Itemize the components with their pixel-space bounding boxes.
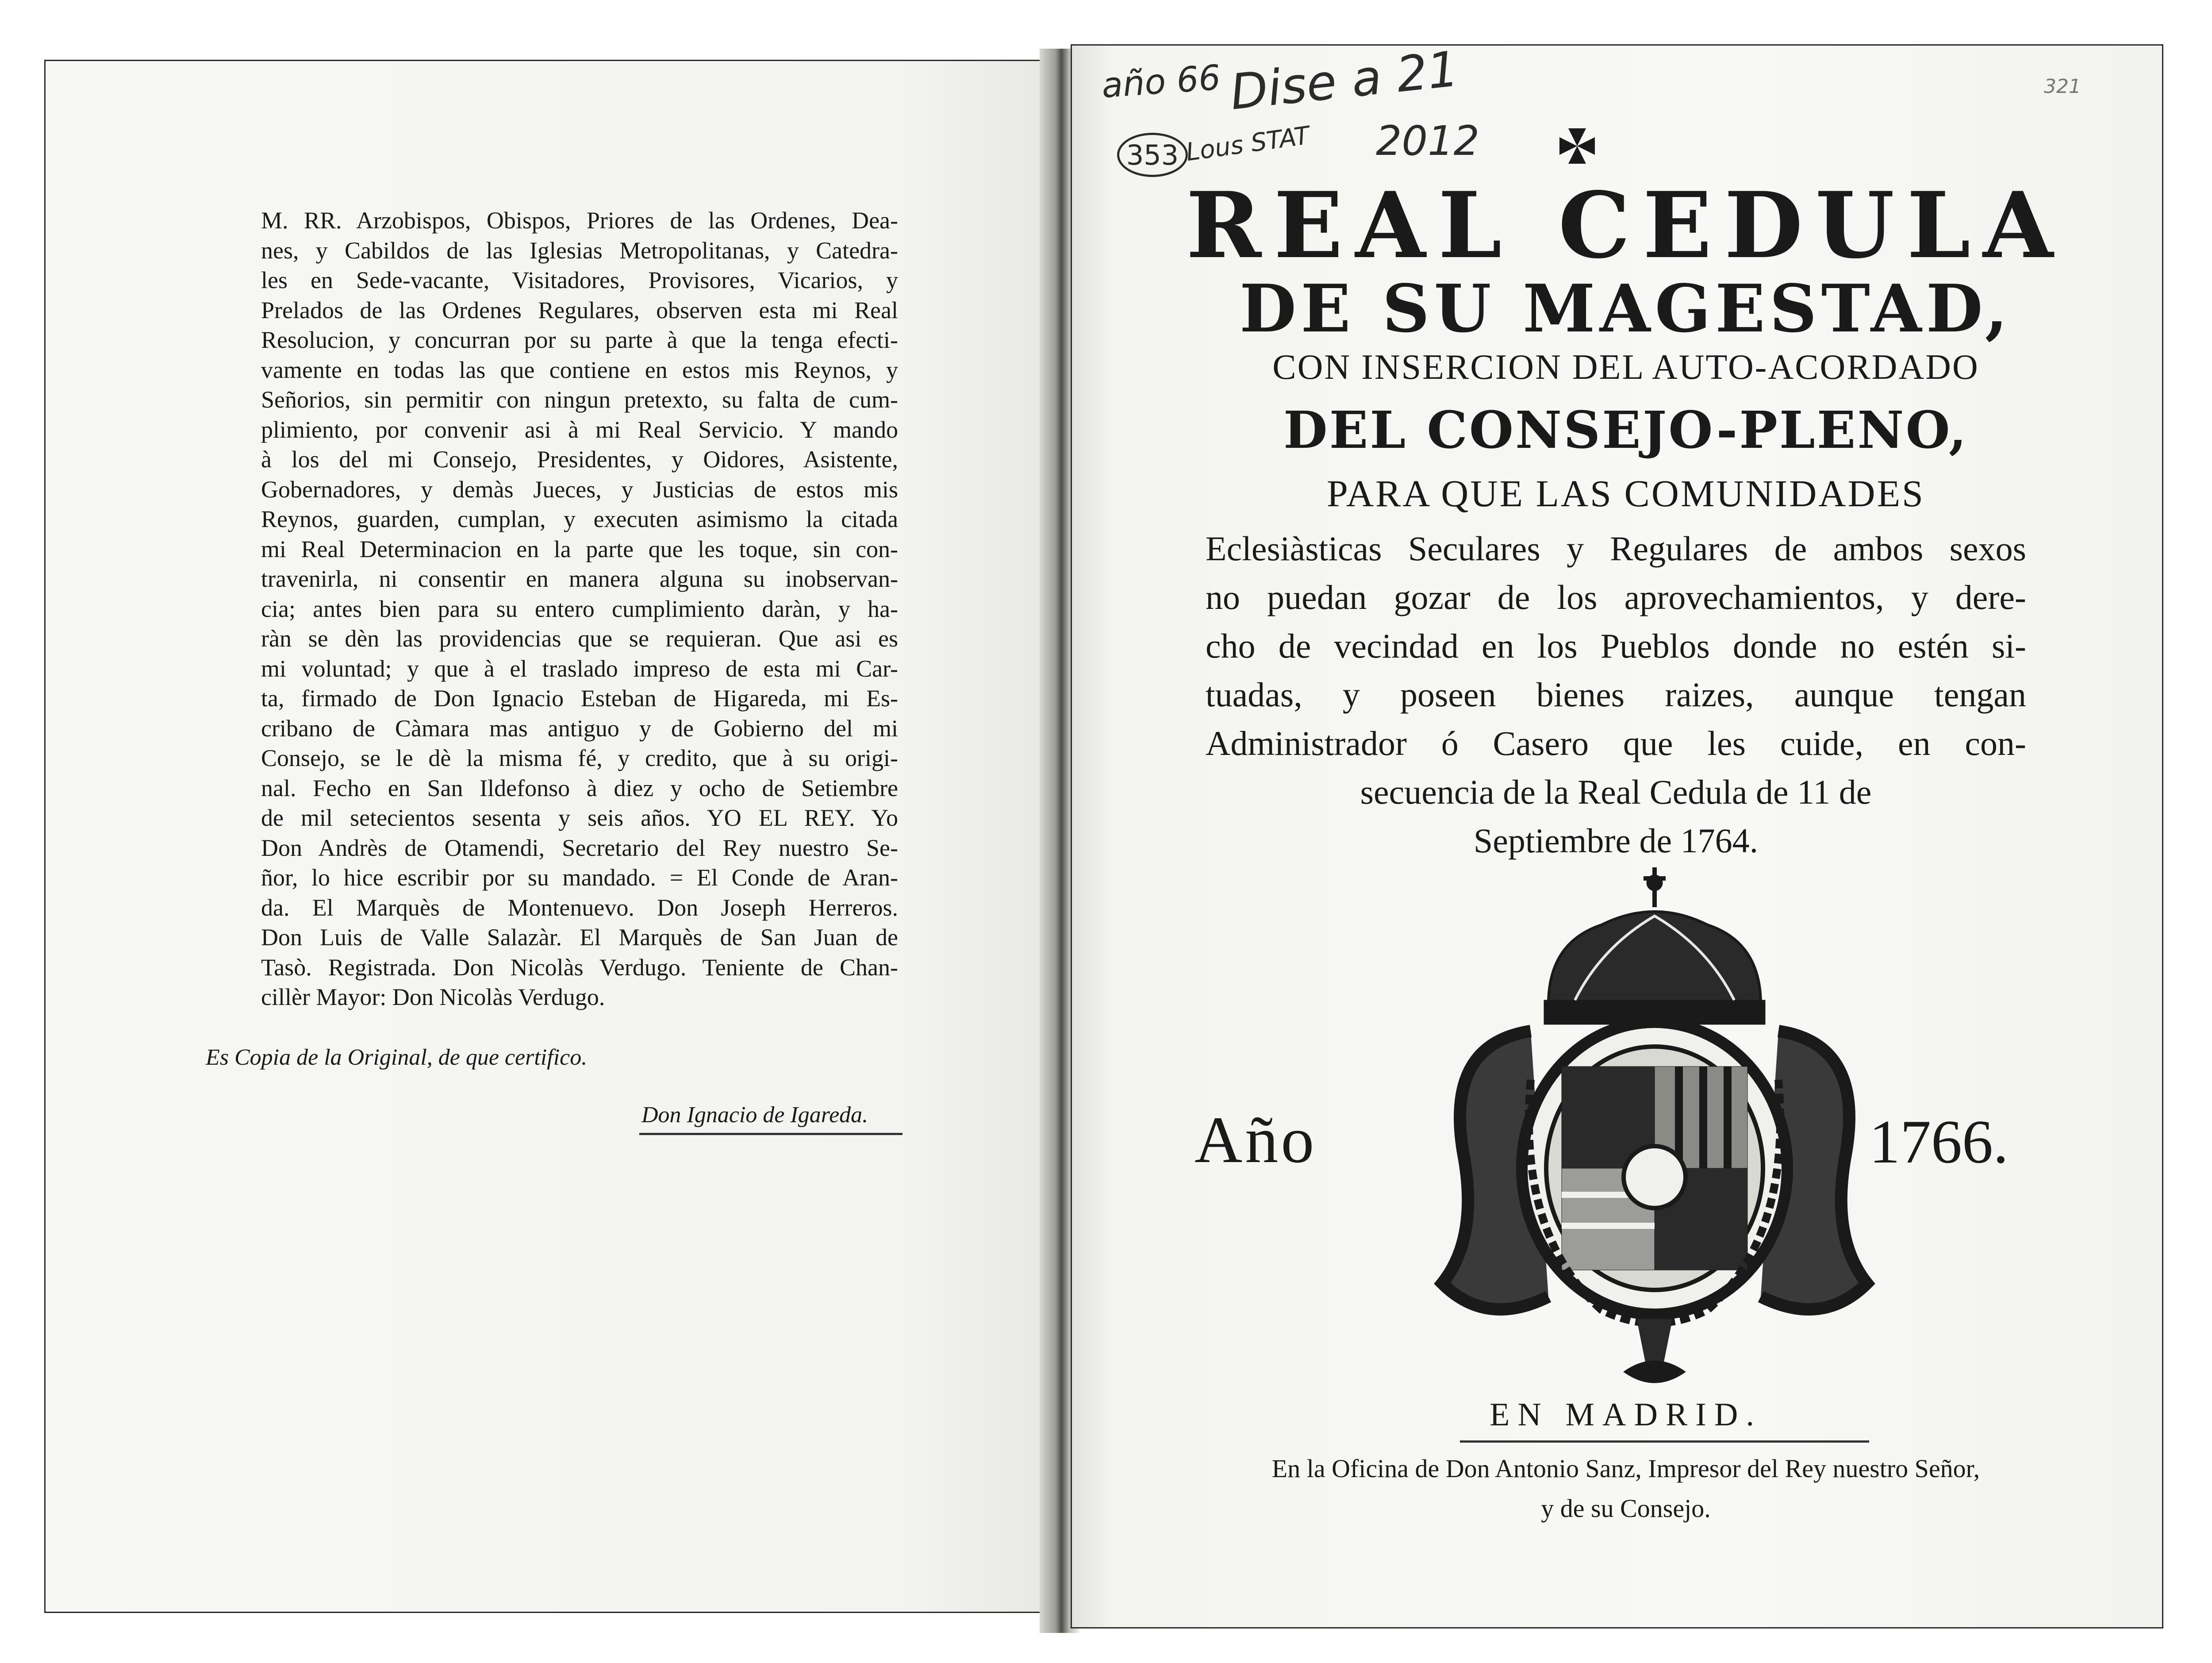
- certification-note: Es Copia de la Original, de que certifico.: [206, 1045, 588, 1070]
- body-line: ta, firmado de Don Ignacio Esteban de Higareda, mi Es-: [261, 685, 898, 712]
- body-line: nal. Fecho en San Ildefonso à diez y ocho de Setiembre: [261, 774, 898, 801]
- body-line: vamente en todas las que contiene en estos mis Reynos, y: [261, 356, 898, 383]
- signature-rule: [639, 1133, 902, 1135]
- body-line: de mil setecientos sesenta y seis años. YO EL REY. Yo: [261, 805, 898, 831]
- printer-line-2: y de su Consejo.: [1541, 1494, 1711, 1523]
- body-line: Resolucion, y concurran por su parte à que la tenga efecti-: [261, 327, 898, 353]
- printer-line: En la Oficina de Don Antonio Sanz, Impresor del Rey nuestro Señor,: [1271, 1454, 1980, 1483]
- handwritten-name-note: Dise a 21: [1227, 40, 1461, 121]
- purpose-body-line: Administrador ó Casero que les cuide, en con-: [1206, 724, 2026, 762]
- body-line: Tasò. Registrada. Don Nicolàs Verdugo. Teniente de Chan-: [261, 954, 898, 981]
- council-line: DEL CONSEJO-PLENO,: [1283, 400, 1968, 460]
- body-line: Señorios, sin permitir con ningun pretexto, su falta de cum-: [261, 386, 898, 413]
- body-line: da. El Marquès de Montenuevo. Don Joseph Herreros.: [261, 894, 898, 921]
- body-line: ràn se dèn las providencias que se requieran. Que asi es: [261, 625, 898, 652]
- handwritten-circled-number: 353: [1117, 133, 1188, 177]
- year-label: Año: [1194, 1103, 1317, 1177]
- handwritten-code-note: 2012: [1376, 117, 1480, 165]
- purpose-body-line: no puedan gozar de los aprovechamientos, y dere-: [1206, 578, 2026, 616]
- folio-number: 321: [2044, 75, 2081, 98]
- body-line: ñor, lo hice escribir por su mandado. = El Conde de Aran-: [261, 864, 898, 891]
- imprint-place: EN MADRID.: [1490, 1397, 1762, 1433]
- body-line: Consejo, se le dè la misma fé, y credito, que à su origi-: [261, 745, 898, 771]
- purpose-body-line: Eclesiàsticas Seculares y Regulares de ambos sexos: [1206, 529, 2026, 568]
- body-line: travenirla, ni consentir en manera alguna su inobservan-: [261, 566, 898, 592]
- year-value: 1766.: [1869, 1108, 2008, 1176]
- body-line: nes, y Cabildos de las Iglesias Metropolitanas, y Catedra-: [261, 237, 898, 264]
- body-line: Don Luis de Valle Salazàr. El Marquès de San Juan de: [261, 924, 898, 951]
- notary-signature: Don Ignacio de Igareda.: [641, 1102, 868, 1128]
- body-line: Gobernadores, y demàs Jueces, y Justicias de estos mis: [261, 476, 898, 503]
- body-line: mi voluntad; y que à el traslado impreso de esta mi Car-: [261, 655, 898, 682]
- body-line: Don Andrès de Otamendi, Secretario del Rey nuestro Se-: [261, 834, 898, 861]
- body-line: plimiento, por convenir asi à mi Real Servicio. Y mando: [261, 416, 898, 443]
- left-page-body: [261, 206, 898, 1012]
- imprint-rule: [1460, 1440, 1869, 1443]
- purpose-body-line: tuadas, y poseen bienes raizes, aunque tengan: [1206, 675, 2026, 714]
- maltese-cross-icon: [1557, 126, 1597, 166]
- document-title: REAL CEDULA: [1186, 173, 2066, 279]
- purpose-body-line: cho de vecindad en los Pueblos donde no estén si-: [1206, 627, 2026, 665]
- royal-coat-of-arms-icon: [1416, 858, 1893, 1403]
- purpose-body-line: Septiembre de 1764.: [1473, 821, 1759, 860]
- body-line: Prelados de las Ordenes Regulares, observen esta mi Real: [261, 296, 898, 323]
- body-line: les en Sede-vacante, Visitadores, Provisores, Vicarios, y: [261, 267, 898, 293]
- handwritten-stat-note: Lous STAT: [1184, 121, 1312, 167]
- body-line: cribano de Càmara mas antiguo y de Gobierno del mi: [261, 715, 898, 742]
- purpose-line: PARA QUE LAS COMUNIDADES: [1327, 472, 1925, 515]
- body-line: cillèr Mayor: Don Nicolàs Verdugo.: [261, 984, 605, 1010]
- document-subtitle: DE SU MAGESTAD,: [1239, 270, 2012, 347]
- body-line: cia; antes bien para su entero cumplimiento daràn, y ha-: [261, 595, 898, 622]
- purpose-body-line: secuencia de la Real Cedula de 11 de: [1360, 773, 1872, 811]
- body-line: mi Real Determinacion en la parte que les toque, sin con-: [261, 535, 898, 562]
- body-line: M. RR. Arzobispos, Obispos, Priores de las Ordenes, Dea-: [261, 207, 898, 234]
- insertion-line: CON INSERCION DEL AUTO-ACORDADO: [1272, 348, 1979, 387]
- body-line: Reynos, guarden, cumplan, y executen asimismo la citada: [261, 506, 898, 532]
- body-line: à los del mi Consejo, Presidentes, y Oidores, Asistente,: [261, 446, 898, 473]
- handwritten-year-note: año 66: [1100, 58, 1222, 106]
